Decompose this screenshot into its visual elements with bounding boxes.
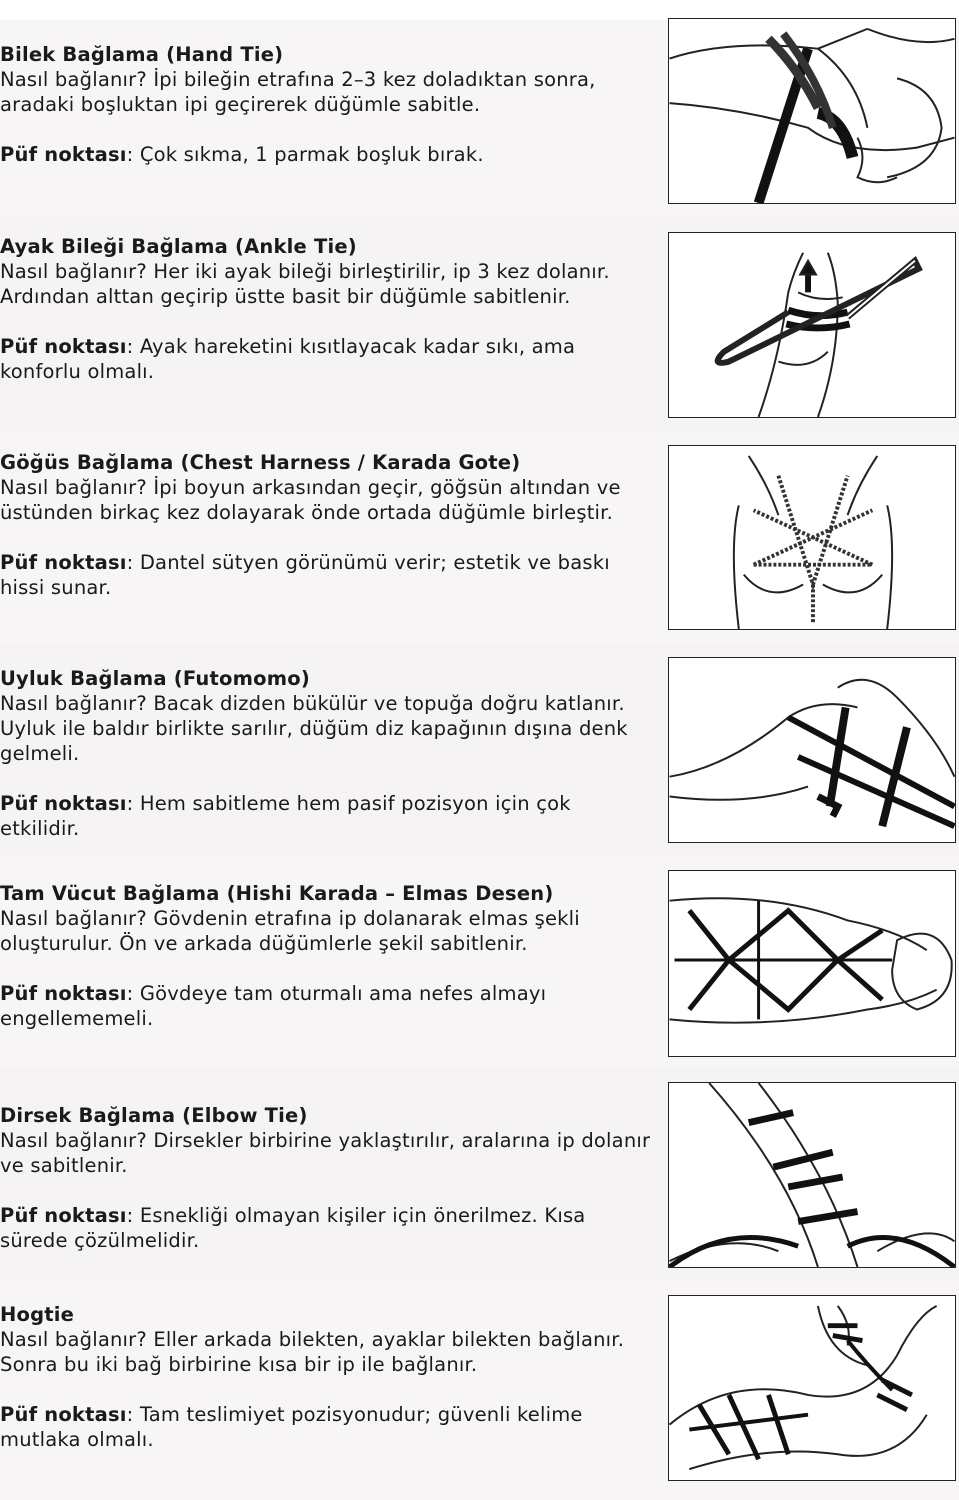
section-title: Bilek Bağlama (Hand Tie) bbox=[0, 43, 284, 66]
tip-text bbox=[0, 334, 655, 384]
tip-label: Püf noktası bbox=[0, 1403, 127, 1426]
section-title: Hogtie bbox=[0, 1303, 75, 1326]
tip-label: Püf noktası bbox=[0, 143, 127, 166]
section-text bbox=[0, 450, 655, 600]
tip-body: : Ayak hareketini kısıtlayacak kadar sıkı, ama konforlu olmalı. bbox=[0, 335, 576, 383]
tip-body: : Çok sıkma, 1 parmak boşluk bırak. bbox=[126, 143, 484, 166]
elbow-tie-illustration bbox=[668, 1082, 956, 1268]
how-to-text: Nasıl bağlanır? Her iki ayak bileği birleştirilir, ip 3 kez dolanır. Ardından alttan geçirip üstte basit bir düğümle sabitlenir. bbox=[0, 260, 610, 308]
section-title: Uyluk Bağlama (Futomomo) bbox=[0, 667, 310, 690]
section-title: Göğüs Bağlama (Chest Harness / Karada Gote) bbox=[0, 451, 521, 474]
tip-text bbox=[0, 1402, 655, 1452]
futomomo-illustration bbox=[668, 657, 956, 843]
tip-body: : Gövdeye tam oturmalı ama nefes almayı engellememeli. bbox=[0, 982, 547, 1030]
how-to-text: Nasıl bağlanır? Gövdenin etrafına ip dolanarak elmas şekli oluşturulur. Ön ve arkada düğümlerle şekil sabitlenir. bbox=[0, 907, 580, 955]
chest-harness-illustration bbox=[668, 445, 956, 630]
section-text bbox=[0, 234, 655, 384]
tip-text bbox=[0, 791, 655, 841]
hogtie-illustration bbox=[668, 1295, 956, 1481]
tip-text bbox=[0, 1203, 655, 1253]
tip-text bbox=[0, 981, 655, 1031]
section-text bbox=[0, 42, 655, 167]
tip-body: : Esnekliği olmayan kişiler için önerilmez. Kısa sürede çözülmelidir. bbox=[0, 1204, 586, 1252]
hand-tie-illustration bbox=[668, 18, 956, 204]
tip-label: Püf noktası bbox=[0, 792, 127, 815]
section-text bbox=[0, 881, 655, 1031]
section-text bbox=[0, 1302, 655, 1452]
hishi-karada-illustration bbox=[668, 870, 956, 1057]
tip-body: : Hem sabitleme hem pasif pozisyon için çok etkilidir. bbox=[0, 792, 571, 840]
how-to-text: Nasıl bağlanır? Eller arkada bilekten, ayaklar bilekten bağlanır. Sonra bu iki bağ birbirine kısa bir ip ile bağlanır. bbox=[0, 1328, 625, 1376]
how-to-text: Nasıl bağlanır? Bacak dizden bükülür ve topuğa doğru katlanır. Uyluk ile baldır birlikte sarılır, düğüm diz kapağının dışına denk gelmeli. bbox=[0, 692, 628, 765]
section-text bbox=[0, 1103, 655, 1253]
how-to-text: Nasıl bağlanır? İpi bileğin etrafına 2–3 kez doladıktan sonra, aradaki boşluktan ipi geçirerek düğümle sabitle. bbox=[0, 68, 596, 116]
tip-body: : Dantel sütyen görünümü verir; estetik ve baskı hissi sunar. bbox=[0, 551, 610, 599]
tip-text bbox=[0, 550, 655, 600]
section-text bbox=[0, 666, 655, 841]
tip-label: Püf noktası bbox=[0, 1204, 127, 1227]
tip-label: Püf noktası bbox=[0, 551, 127, 574]
how-to-text: Nasıl bağlanır? İpi boyun arkasından geçir, göğsün altından ve üstünden birkaç kez dolayarak önde ortada düğümle birleştir. bbox=[0, 476, 621, 524]
how-to-text: Nasıl bağlanır? Dirsekler birbirine yaklaştırılır, aralarına ip dolanır ve sabitlenir. bbox=[0, 1129, 651, 1177]
tip-body: : Tam teslimiyet pozisyonudur; güvenli kelime mutlaka olmalı. bbox=[0, 1403, 583, 1451]
section-title: Tam Vücut Bağlama (Hishi Karada – Elmas Desen) bbox=[0, 882, 554, 905]
ankle-tie-illustration bbox=[668, 232, 956, 418]
tip-label: Püf noktası bbox=[0, 982, 127, 1005]
section-title: Dirsek Bağlama (Elbow Tie) bbox=[0, 1104, 308, 1127]
tip-text bbox=[0, 142, 655, 167]
section-title: Ayak Bileği Bağlama (Ankle Tie) bbox=[0, 235, 357, 258]
tip-label: Püf noktası bbox=[0, 335, 127, 358]
